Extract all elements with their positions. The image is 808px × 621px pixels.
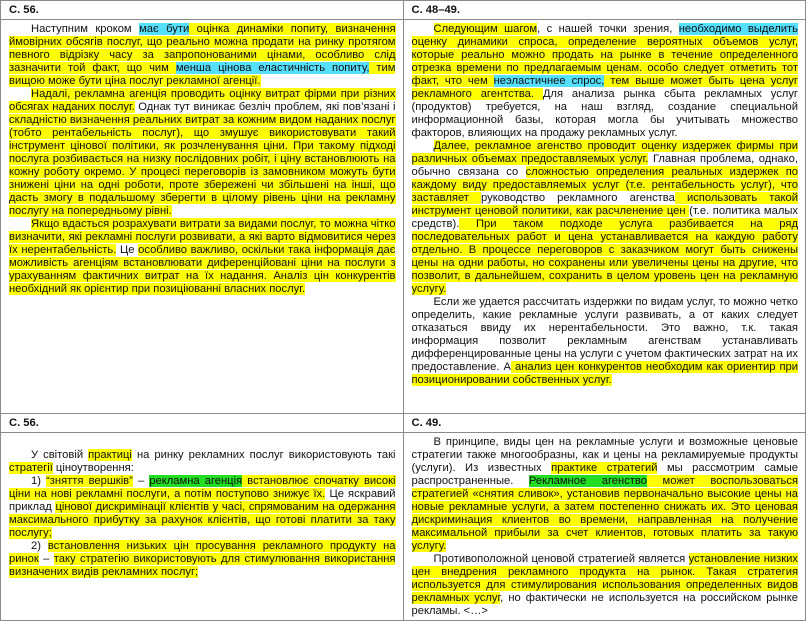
- highlight-run: Следующим шагом: [433, 23, 538, 35]
- paragraph: [9, 23, 396, 88]
- text-run: В принципе, виды цен на рекламные услуги и возможные ценовые стратегии также многообразны, как и цены на рекламируемые продукты (услуги). Из известных: [411, 436, 798, 474]
- text-run: У світовій: [31, 449, 89, 461]
- paragraph: [412, 296, 799, 387]
- paragraph: [9, 475, 396, 540]
- text-run: мы рассмотрим самые распространенные.: [411, 462, 798, 487]
- text-run: ціноутворення:: [52, 462, 134, 474]
- cell-top-right: [403, 20, 806, 414]
- body-row: [1, 433, 806, 621]
- cell-top-left: [1, 20, 404, 414]
- highlight-run: установив первоначально высокие цены на новые рекламные услуги, а затем постепенно снижать их. Это: [411, 488, 798, 513]
- highlight-run: тем выше может быть цена услуг рекламного агентства.: [411, 75, 798, 100]
- paragraph: [9, 88, 396, 218]
- highlight-run: анализ цен конкурентов необходим как ориентир при позиционировании собственных услуг.: [411, 361, 798, 386]
- text-run: 1): [31, 475, 47, 487]
- paragraph: [412, 436, 799, 553]
- highlight-run: встановлення низьких цін просування рекламного продукту на ринок: [9, 540, 396, 565]
- text-run: Для анализа рынка сбыта рекламных услуг (продуктов) требуется, на наш взгляд, создание специальной информационной базы, которая могла бы учитывать множество факторов, влияющих на продажу рекламных услуг.: [411, 88, 798, 139]
- highlight-run: оцінка динаміки попиту, визначення ймовірних обсягів послуг, що реально можна продати на ринку протягом певного відрізку часу за запропонованими цінами, особливо слід зазначити той факт, що чим: [9, 23, 396, 74]
- header-bottom-right: С. 49.: [403, 414, 806, 433]
- highlight-run: Такая стратегия используется: [411, 566, 798, 591]
- highlight-run: Рекламное агенство: [528, 475, 647, 487]
- text-run: Главная проблема, однако, обычно связана со: [411, 153, 798, 178]
- highlight-run: цінової дискримінації клієнтів у часі, спрямованим на одержання максимального прибутку за рахунок клієнтів, що готові платити за таку послугу;: [9, 501, 396, 539]
- text-run: на ринку рекламних послуг використовують такі: [131, 449, 396, 461]
- highlight-run: практиці: [88, 449, 132, 461]
- body-row: [1, 20, 806, 414]
- spacer: [9, 436, 396, 449]
- header-row: [1, 1, 806, 20]
- text-run: Противоположной ценовой стратегией является: [433, 553, 689, 565]
- paragraph: [412, 140, 799, 296]
- highlight-run: «снятия сливок»,: [472, 488, 563, 500]
- text-run: (т.е. политика малых средств).: [411, 205, 798, 230]
- cell-bottom-left: [1, 433, 404, 621]
- highlight-run: складністю визначення реальних витрат за кожним видом наданих послуг (тобто рентабельність послуг), що змушує використовувати такий інструмент цінової політики, як розчленування ціни. При такому підході послуга розбивається на низку послідовних робіт, і ціну встановлюють на кожну роботу окремо. У процесі переговорів із замовником можуть бути знижені ціни на одні роботи, проте збережені чи збільшені на інші, що дасть змогу в подальшому зберегти в цілому рівень ціни на рекламну послугу на попередньому рівні.: [9, 114, 396, 217]
- highlight-run: встановлює спочатку високі ціни на нові рекламні послуги, а потім поступово знижує їх.: [9, 475, 396, 500]
- highlight-run: менша цінова еластичність попиту,: [175, 62, 370, 74]
- highlight-run: тим вищою може бути ціна послуг рекламної агенції.: [9, 62, 396, 87]
- highlight-run: установление низких цен внедрения рекламного продукта на рынок.: [411, 553, 799, 578]
- highlight-run: Далее, рекламное агенство проводит оценку издержек фирмы при различных объемах предоставляемых услуг.: [411, 140, 798, 165]
- highlight-run: для стимулирования использования определенных видов рекламных услуг: [411, 579, 798, 604]
- highlight-run: ценовая дискриминация клиентов во времени, направленная на получение максимальной прибыли за счет клиентов, готовых платить за такую услугу.: [411, 501, 798, 552]
- highlight-run: “зняття вершків”: [46, 475, 133, 487]
- highlight-run: Надалі, рекламна агенція проводить оцінку витрат фірми при різних обсягах наданих послуг.: [9, 88, 396, 113]
- text-run: Наступним кроком: [31, 23, 140, 35]
- text-run: руководство рекламного агенства: [481, 192, 675, 204]
- header-top-left: С. 56.: [1, 1, 404, 20]
- highlight-run: має бути: [139, 23, 190, 35]
- highlight-run: рекламна агенція: [149, 475, 243, 487]
- highlight-run: использовать такой инструмент ценовой политики, как расчленение цен: [411, 192, 798, 217]
- paragraph: [412, 553, 799, 618]
- paragraph: [412, 23, 799, 140]
- header-top-right: С. 48–49.: [403, 1, 806, 20]
- text-run: –: [132, 475, 150, 487]
- highlight-run: неэластичнее спрос,: [493, 75, 605, 87]
- paragraph: [9, 218, 396, 296]
- highlight-run: оценку динамики спроса, определение вероятных объемов услуг, которые реально можно продать на рынке в течение определенного отрезка времени по предлагаемым ценам. особо следует отметить тот факт, что чем: [411, 36, 798, 87]
- text-run: Если же удается рассчитать издержки по видам услуг, то можно четко определить, какие рекламные услуги развивать, а от каких следует отказаться ввиду их нерентабельности. Это важно, т.к. такая информация позволит рекламным агенствам устанавливать дифференцированные цены на услуги с учетом фактических затрат на их предоставление. А: [411, 296, 798, 373]
- header-row: [1, 414, 806, 433]
- text-run: Це яскравий приклад: [9, 488, 396, 513]
- header-bottom-left: С. 56.: [1, 414, 404, 433]
- text-run: , но фактически не используется на российском рынке рекламы. <…>: [411, 592, 798, 617]
- highlight-run: Якщо вдасться розрахувати витрати за видами послуг, то можна чітко визначити, які рекламні послуги розвивати, а які варто відмовитися через їх нерентабельність.: [9, 218, 396, 256]
- highlight-run: стратегії: [9, 462, 53, 474]
- cell-bottom-right: [403, 433, 806, 621]
- highlight-run: необходимо выделить: [678, 23, 798, 35]
- text-run: –: [38, 553, 54, 565]
- highlight-run: может воспользоваться стратегией: [411, 475, 798, 500]
- paragraph: [9, 449, 396, 475]
- text-run: Однак тут виникає безліч проблем, які пов’язані і: [134, 101, 396, 113]
- text-run: Це: [116, 244, 139, 256]
- text-run: 2): [31, 540, 48, 552]
- highlight-run: особливо важливо, оскільки така інформація дає можливість агенціям встановлювати диференційовані ціни на послуги з урахуванням фактичних витрат на їх надання. Аналіз цін конкурентів необхідний як орієнтир при позиціюванні власних послуг.: [9, 244, 396, 295]
- highlight-run: практике стратегий: [551, 462, 658, 474]
- paragraph: [9, 540, 396, 579]
- highlight-run: При таком подходе услуга разбивается на ряд последовательных работ и цена устанавливается на каждую работу отдельно. В процессе переговоров с заказчиком могут быть снижены цены на одни работы, но сохранены или увеличены цены на другие, что позволит, в дальнейшем, сохранить в целом уровень цен на рекламную услугу.: [411, 218, 798, 295]
- highlight-run: сложностью определения реальных издержек по каждому виду предоставляемых услуг (т.е. рентабельность услуг), что заставляет: [411, 166, 798, 204]
- highlight-run: таку стратегію використовують для стимулювання використання визначених видів рекламних послуг;: [9, 553, 396, 578]
- text-run: , с нашей точки зрения,: [537, 23, 679, 35]
